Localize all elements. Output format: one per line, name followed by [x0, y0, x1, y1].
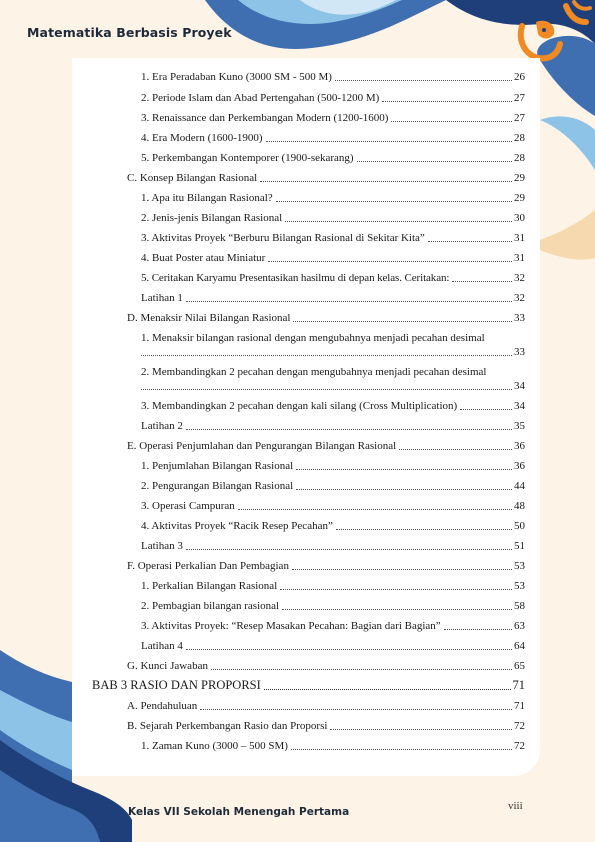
- toc-entry-title: G. Kunci Jawaban: [127, 660, 208, 672]
- page-number: viii: [508, 800, 523, 812]
- toc-entry[interactable]: [141, 420, 525, 433]
- toc-entry[interactable]: [127, 560, 525, 573]
- toc-entry-title: 4. Era Modern (1600-1900): [141, 132, 263, 144]
- toc-entry-page: 33: [514, 346, 525, 358]
- toc-entry-page: 26: [514, 71, 525, 83]
- toc-entry[interactable]: [141, 400, 525, 413]
- toc-entry-page: 28: [514, 152, 525, 164]
- toc-entry[interactable]: [141, 272, 525, 285]
- toc-entry-page: 31: [514, 232, 525, 244]
- toc-entry-title: 5. Perkembangan Kontemporer (1900-sekarang): [141, 152, 354, 164]
- toc-entry[interactable]: [141, 540, 525, 553]
- toc-entry-page: 27: [514, 112, 525, 124]
- toc-entry[interactable]: [141, 580, 525, 593]
- toc-entry-page: 72: [514, 740, 525, 752]
- toc-entry[interactable]: [141, 152, 525, 165]
- toc-entry-title: B. Sejarah Perkembangan Rasio dan Proporsi: [127, 720, 328, 732]
- toc-entry-title: 2. Membandingkan 2 pecahan dengan mengubahnya menjadi pecahan desimal: [141, 366, 487, 378]
- toc-entry-page: 63: [514, 620, 525, 632]
- toc-entry[interactable]: [127, 700, 525, 713]
- toc-entry[interactable]: [141, 480, 525, 493]
- toc-entry[interactable]: [127, 440, 525, 453]
- toc-entry[interactable]: [127, 172, 525, 185]
- toc-entry-title: 1. Perkalian Bilangan Rasional: [141, 580, 278, 592]
- toc-entry[interactable]: [141, 212, 525, 225]
- running-footer-title: Kelas VII Sekolah Menengah Pertama: [128, 806, 350, 818]
- toc-entry-page: 33: [514, 312, 525, 324]
- toc-entry[interactable]: [127, 312, 525, 325]
- toc-entry[interactable]: [141, 232, 525, 245]
- toc-entry-page: 44: [514, 480, 525, 492]
- toc-entry-page: 27: [514, 92, 525, 104]
- toc-entry-title: 3. Membandingkan 2 pecahan dengan kali silang (Cross Multiplication): [141, 400, 458, 412]
- toc-entry-page: 53: [514, 580, 525, 592]
- toc-entry-title: 4. Aktivitas Proyek “Racik Resep Pecahan”: [141, 520, 333, 532]
- toc-entry-title: 1. Penjumlahan Bilangan Rasional: [141, 460, 294, 472]
- toc-entry-title: 5. Ceritakan Karyamu Presentasikan hasilmu di depan kelas. Ceritakan:: [141, 272, 450, 284]
- toc-entry-title: Latihan 4: [141, 640, 183, 652]
- toc-entry-title: 2. Pembagian bilangan rasional: [141, 600, 280, 612]
- toc-entry-title: 2. Jenis-jenis Bilangan Rasional: [141, 212, 283, 224]
- toc-entry-page: 30: [514, 212, 525, 224]
- running-header-title: Matematika Berbasis Proyek: [27, 25, 232, 40]
- toc-entry-page: 32: [514, 272, 525, 284]
- toc-entry-title: 1. Era Peradaban Kuno (3000 SM - 500 M): [141, 71, 332, 83]
- toc-entry-title: 2. Pengurangan Bilangan Rasional: [141, 480, 294, 492]
- toc-entry-title: 3. Aktivitas Proyek: “Resep Masakan Pecahan: Bagian dari Bagian”: [141, 620, 441, 632]
- toc-entry-title: Latihan 1: [141, 292, 183, 304]
- toc-entry-page: 72: [514, 720, 525, 732]
- toc-entry[interactable]: [141, 132, 525, 145]
- toc-entry[interactable]: [141, 740, 525, 753]
- toc-entry-page: 31: [514, 252, 525, 264]
- toc-entry-title: A. Pendahuluan: [127, 700, 198, 712]
- toc-entry-page: 28: [514, 132, 525, 144]
- toc-entry-title: 2. Periode Islam dan Abad Pertengahan (500-1200 M): [141, 92, 380, 104]
- toc-entry[interactable]: [141, 620, 525, 633]
- toc-entry-page: 32: [514, 292, 525, 304]
- toc-entry-title: 1. Zaman Kuno (3000 – 500 SM): [141, 740, 288, 752]
- toc-entry-page: 71: [514, 700, 525, 712]
- toc-entry[interactable]: [141, 292, 525, 305]
- toc-entry[interactable]: [141, 192, 525, 205]
- toc-entry[interactable]: [127, 660, 525, 673]
- toc-entry-page: 50: [514, 520, 525, 532]
- toc-entry-title: 1. Apa itu Bilangan Rasional?: [141, 192, 273, 204]
- toc-entry-title: E. Operasi Penjumlahan dan Pengurangan Bilangan Rasional: [127, 440, 397, 452]
- toc-entry[interactable]: [141, 600, 525, 613]
- toc-entry-page: 29: [514, 172, 525, 184]
- toc-entry-title: C. Konsep Bilangan Rasional: [127, 172, 258, 184]
- toc-entry-page: 34: [514, 400, 525, 412]
- toc-entry[interactable]: [141, 332, 525, 359]
- toc-entry-page: 64: [514, 640, 525, 652]
- toc-entry[interactable]: [141, 500, 525, 513]
- toc-entry[interactable]: [141, 71, 525, 84]
- toc-entry-title: Latihan 3: [141, 540, 183, 552]
- toc-entry-page: 71: [512, 678, 525, 692]
- toc-entry[interactable]: [141, 252, 525, 265]
- toc-entry-title: BAB 3 RASIO DAN PROPORSI: [92, 678, 261, 692]
- toc-entry-page: 34: [514, 380, 525, 392]
- toc-entry-page: 35: [514, 420, 525, 432]
- toc-entry-title: 4. Buat Poster atau Miniatur: [141, 252, 266, 264]
- toc-entry-title: 1. Menaksir bilangan rasional dengan mengubahnya menjadi pecahan desimal: [141, 332, 485, 344]
- toc-entry[interactable]: [127, 720, 525, 733]
- toc-entry[interactable]: [141, 520, 525, 533]
- toc-entry-page: 65: [514, 660, 525, 672]
- toc-entry-title: Latihan 2: [141, 420, 183, 432]
- toc-entry-title: 3. Aktivitas Proyek “Berburu Bilangan Rasional di Sekitar Kita”: [141, 232, 425, 244]
- toc-entry-page: 36: [514, 440, 525, 452]
- toc-entry[interactable]: [141, 112, 525, 125]
- toc-entry-title: 3. Operasi Campuran: [141, 500, 235, 512]
- toc-entry[interactable]: [141, 640, 525, 653]
- toc-entry[interactable]: [141, 92, 525, 105]
- toc-entry-title: F. Operasi Perkalian Dan Pembagian: [127, 560, 289, 572]
- toc-entry-page: 53: [514, 560, 525, 572]
- toc-entry-page: 51: [514, 540, 525, 552]
- toc-entry-title: D. Menaksir Nilai Bilangan Rasional: [127, 312, 291, 324]
- toc-entry-title: 3. Renaissance dan Perkembangan Modern (1200-1600): [141, 112, 389, 124]
- toc-entry-page: 48: [514, 500, 525, 512]
- toc-entry[interactable]: [141, 460, 525, 473]
- toc-entry-page: 58: [514, 600, 525, 612]
- toc-entry[interactable]: [141, 366, 525, 393]
- toc-chapter-entry[interactable]: [92, 678, 525, 693]
- toc-entry-page: 29: [514, 192, 525, 204]
- toc-entry-page: 36: [514, 460, 525, 472]
